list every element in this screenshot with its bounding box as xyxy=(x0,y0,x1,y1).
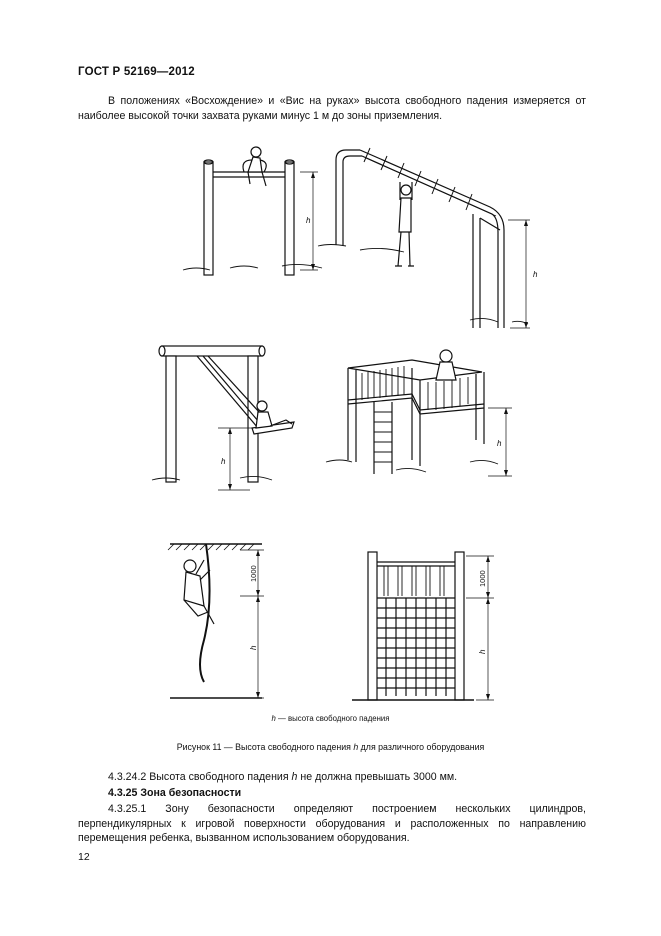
caption-symbol: h xyxy=(353,742,359,752)
figure-11 xyxy=(150,138,538,708)
panel-swing xyxy=(152,346,294,490)
dim-h-label: h xyxy=(533,270,538,279)
section-title: Зона безопасности xyxy=(137,787,242,799)
clause-symbol: h xyxy=(291,771,298,783)
legend-text: — высота свободного падения xyxy=(275,714,390,723)
clause-4-3-25-1 xyxy=(78,802,586,846)
figure-legend xyxy=(0,714,661,723)
panel-climbing-wall xyxy=(352,552,494,700)
intro-paragraph: В положениях «Восхождение» и «Вис на руках» высота свободного падения измеряется от наиболее высокой точки захвата руками минус 1 м до зоны приземления. xyxy=(78,95,586,122)
dim-h-label: h xyxy=(306,216,311,225)
dim-h-label: h xyxy=(249,645,258,650)
document-header: ГОСТ Р 52169—2012 xyxy=(78,66,195,78)
dim-h-label: h xyxy=(221,457,226,466)
clause-number: 4.3.24.2 xyxy=(108,771,147,783)
section-number: 4.3.25 xyxy=(108,787,138,799)
dim-1000-label: 1000 xyxy=(249,565,258,582)
panel-monkey-bars xyxy=(318,148,538,328)
dim-1000-label: 1000 xyxy=(478,570,487,587)
caption-prefix: Рисунок 11 — Высота свободного падения xyxy=(176,742,354,752)
dim-h-label: h xyxy=(478,649,487,654)
panel-play-tower xyxy=(326,350,512,476)
panel-horizontal-bar xyxy=(183,147,322,275)
panel-rope xyxy=(168,544,264,698)
dim-h-label: h xyxy=(497,439,502,448)
clause-4-3-24-2 xyxy=(78,770,586,785)
caption-suffix: для различного оборудования xyxy=(358,742,485,752)
page-number: 12 xyxy=(78,851,90,863)
section-heading-4-3-25 xyxy=(78,786,586,801)
clause-text-before: Высота свободного падения xyxy=(146,771,292,783)
clause-text-after: не должна превышать 3000 мм. xyxy=(297,771,458,783)
legend-symbol: h xyxy=(271,714,276,723)
clause-text: Зону безопасности определяют построением нескольких цилиндров, перпендикулярных к игровой поверхности оборудования и расположенных по направлению перемещения ребенка, вызванном использованием оборудования. xyxy=(78,803,586,844)
figure-caption xyxy=(0,742,661,752)
clause-number: 4.3.25.1 xyxy=(108,803,147,815)
